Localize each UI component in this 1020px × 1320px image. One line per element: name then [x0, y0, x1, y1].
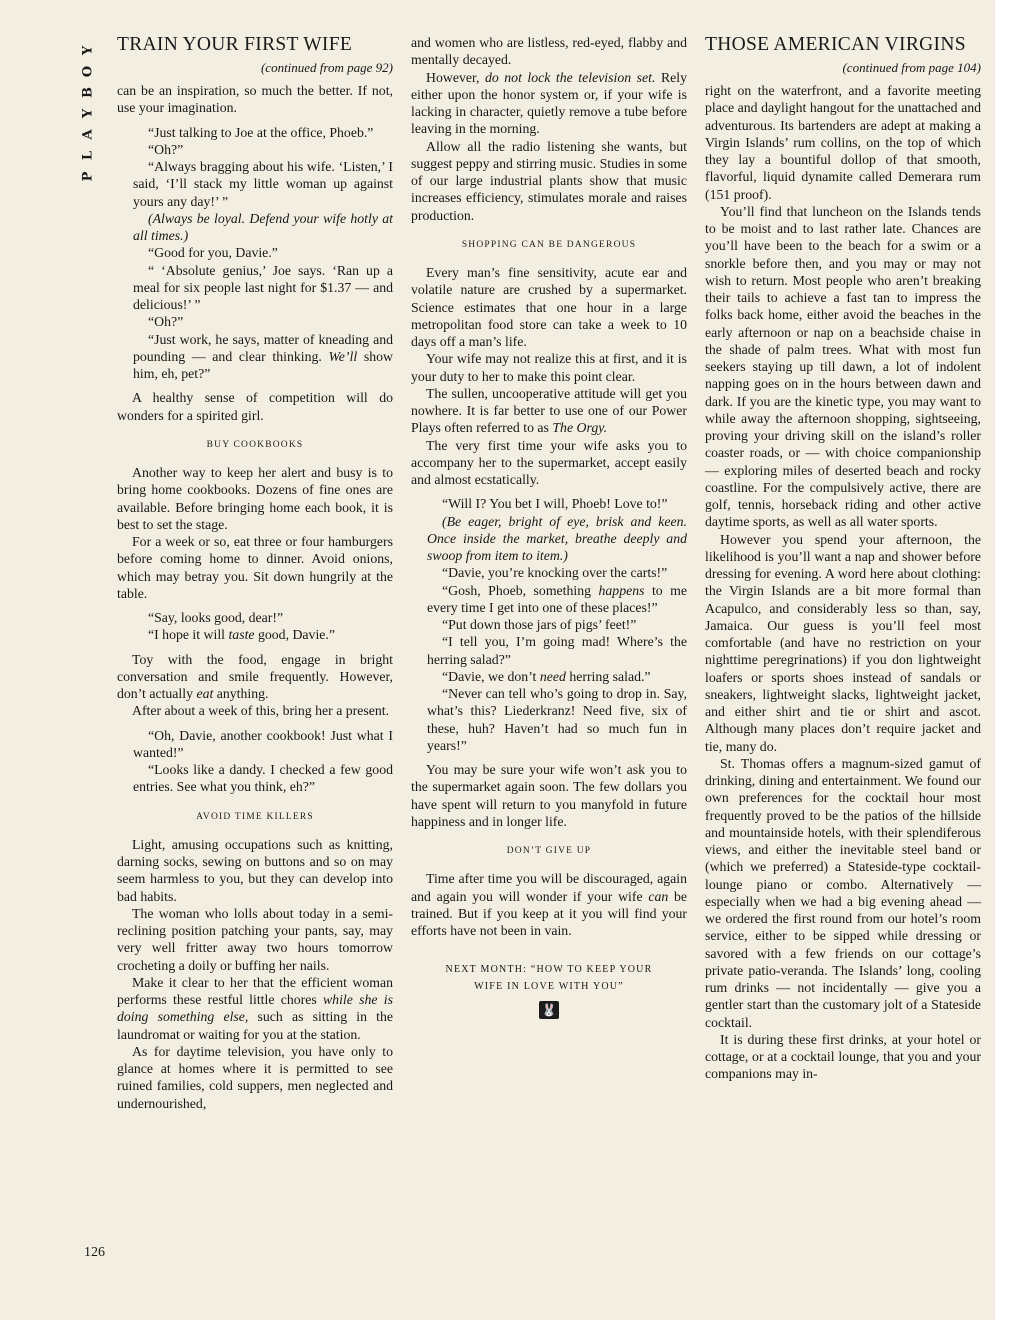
paragraph: The sullen, uncooperative attitude will get you nowhere. It is far better to use one of our Power Plays often referred to as The Orgy. [411, 385, 687, 436]
paragraph: Every man’s fine sensitivity, acute ear and volatile nature are crushed by a supermarket. Science estimates that one hour in a large metropolitan food store can take a week to 10 days off a man’s life. [411, 265, 687, 349]
paragraph: For a week or so, eat three or four hamburgers before coming home to dinner. Avoid onions, which may betray you. Sit down hungrily at the table. [117, 534, 393, 601]
column-2 [411, 34, 687, 1019]
paragraph: Make it clear to her that the efficient woman performs these restful little chores while she is doing something else, such as sitting in the laundromat or waiting for you at the station. [117, 974, 393, 1042]
continued-note: (continued from page 104) [842, 60, 981, 75]
dialogue-line: “Oh?” [148, 314, 184, 330]
masthead-letter: L [80, 150, 96, 161]
italic-aside: (Always be loyal. Defend your wife hotly at all times.) [133, 210, 393, 243]
paragraph: and women who are listless, red-eyed, flabby and mentally decayed. [411, 35, 687, 68]
masthead-letter: Y [80, 108, 96, 119]
paragraph: You’ll find that luncheon on the Islands tends to be moist and to last rather late. Chances are you’ll have been to the beach for a swim or a snorkle before then, and you may or may not wish to return. Most people who aren’t breaking their tails to achieve a fast tan to impress the folks back home, either avoid the beaches in the early afternoon or nap on a beachside chaise in the shade of palm trees. What with most fun seekers staying up till dawn, a lot of indolent napping goes on in the hours between dawn and dark. If you are the kinetic type, you may want to while away the afternoon shopping, sightseeing, proving your driving skill on the island’s roller coaster roads, or — with choice companionship — exploring miles of deserted beach and rocky coastline. For the compulsively active, there are golf, tennis, horseback riding and other active daytime sports, as well as all water sports. [705, 203, 981, 530]
paragraph: However, do not lock the television set. Rely either upon the honor system or, if your wife is lacking in character, quietly remove a tube before leaving in the morning. [411, 69, 688, 137]
paragraph: right on the waterfront, and a favorite meeting place and daylight hangout for the unattached and adventurous. Its bartenders are adept at making a Virgin Islands’ rum collins, on the top of which they lay a bountiful dollop of that smooth, flavorful, liquid dynamite called Demerara rum (151 proof). [705, 83, 981, 202]
subheading: DON’T GIVE UP [506, 846, 592, 856]
paragraph: Time after time you will be discouraged, again and again you will wonder if your wife can be trained. But if you keep at it you will find your efforts have not been in vain. [411, 871, 687, 938]
next-month-teaser: NEXT MONTH: “HOW TO KEEP YOUR WIFE IN LOVE WITH YOU” [445, 964, 653, 993]
column-3 [705, 34, 981, 1083]
dialogue-line [117, 210, 393, 245]
paragraph: Another way to keep her alert and busy is to bring home cookbooks. Dozens of fine ones are available. Before bringing home each book, it is best to set the stage. [117, 465, 393, 532]
article-title: TRAIN YOUR FIRST WIFE [117, 34, 353, 55]
paragraph: After about a week of this, bring her a present. [132, 703, 390, 719]
dialogue-line: “Davie, we don’t need herring salad.” [442, 668, 651, 684]
paragraph: A healthy sense of competition will do wonders for a spirited girl. [117, 390, 393, 423]
dialogue-line: “Good for you, Davie.” [148, 245, 278, 261]
article-title: THOSE AMERICAN VIRGINS [705, 34, 966, 55]
paragraph: can be an inspiration, so much the better. If not, use your imagination. [117, 83, 393, 116]
dialogue-line: “Say, looks good, dear!” [148, 610, 284, 625]
continued-note: (continued from page 92) [260, 60, 393, 75]
masthead-letter: B [80, 87, 96, 98]
paragraph: It is during these first drinks, at your hotel or cottage, or at a cocktail lounge, that you and your companions may in- [705, 1031, 981, 1082]
italic-aside: (Be eager, bright of eye, brisk and keen. Once inside the market, breathe deeply and swoop from item to item.) [427, 513, 687, 563]
masthead-letter: Y [80, 45, 96, 56]
rabbit-logo-icon: 🐰 [539, 1001, 559, 1019]
subheading: SHOPPING CAN BE DANGEROUS [461, 239, 637, 250]
paragraph: The woman who lolls about today in a semi-reclining position patching your pants, say, may very well fritter away two hours tomorrow crocheting a doily or buffing her nails. [117, 905, 393, 973]
dialogue-line: “Gosh, Phoeb, something happens to me every time I get into one of these places!” [427, 582, 687, 615]
dialogue-line: “Put down those jars of pigs’ feet!” [442, 617, 637, 632]
dialogue-line: “Oh, Davie, another cookbook! Just what I wanted!” [133, 727, 393, 760]
dialogue-line: “ ‘Absolute genius,’ Joe says. ‘Ran up a meal for six people last night for $1.37 — and delicious!’ ” [133, 262, 393, 312]
page-number: 126 [84, 1245, 105, 1260]
dialogue-line: “Oh?” [148, 141, 184, 157]
dialogue-line: “Just talking to Joe at the office, Phoeb.” [148, 124, 374, 140]
dialogue-line: “Davie, you’re knocking over the carts!” [442, 565, 668, 581]
paragraph: Your wife may not realize this at first, and it is your duty to her to make this point clear. [411, 351, 687, 384]
subheading: AVOID TIME KILLERS [196, 811, 314, 822]
column-1 [117, 34, 393, 1112]
paragraph: St. Thomas offers a magnum-sized gamut of drinking, dining and entertainment. We found our own preferences for the cocktail hour most frequently proved to be the patios of the hillside and mountainside hotels, with their splendiferous views, and either the inevitable steel band or (which we preferred) a Stateside-type cocktail-lounge piano or combo. Alternatively — especially when we had a big evening ahead — we ordered the first round from our hotel’s room service, either to be sipped while dressing or savored with a few friends on our cottage’s private patio-veranda. The Islands’ long, cooling rum drinks — not incidentally — give you a gentler start than the customary jolt of a Stateside cocktail. [705, 755, 981, 1030]
masthead-letter: P [80, 171, 96, 182]
dialogue-line [411, 513, 687, 565]
dialogue-line: “I hope it will taste good, Davie.” [148, 627, 335, 643]
paragraph: Allow all the radio listening she wants, but suggest peppy and stirring music. Studies in some of our large industrial plants show that music increases efficiency, stimulates morale and raises production. [411, 138, 687, 223]
dialogue-line: “Looks like a dandy. I checked a few good entries. See what you think, eh?” [133, 762, 393, 795]
masthead-letter: O [80, 65, 96, 78]
dialogue-line: “Never can tell who’s going to drop in. Say, what’s this? Liederkranz! Need five, six of these, huh? Haven’t had so much fun in years!” [427, 686, 687, 753]
paragraph: However you spend your afternoon, the likelihood is you’ll want a nap and shower before dressing for evening. A word here about clothing: the Virgin Islands are a bit more formal than Acapulco, and considerably less so than, say, Jamaica. Our guess is you’ll feel most comfortable (and have no restriction on your nighttime peregrinations) if you don lightweight loafers or sports shoes instead of sandals or sneakers, lightweight slacks, lightweight jacket, and either shirt and tie or shirt and ascot. Although many places don’t require jacket and tie, many do. [705, 531, 981, 754]
paragraph: You may be sure your wife won’t ask you to the supermarket again soon. The few dollars you have spent will return to you manyfold in future happiness and in longer life. [411, 762, 687, 829]
paragraph: Toy with the food, engage in bright conversation and smile frequently. However, don’t actually eat anything. [117, 651, 393, 701]
dialogue-line: “Will I? You bet I will, Phoeb! Love to!” [442, 496, 668, 512]
paragraph: The very first time your wife asks you to accompany her to the supermarket, accept easily and almost ecstatically. [411, 437, 687, 487]
dialogue-line: “Just work, he says, matter of kneading and pounding — and clear thinking. We’ll show him, eh, pet?” [133, 331, 393, 381]
dialogue-line: “Always bragging about his wife. ‘Listen,’ I said, ‘I’ll stack my little woman up against yours any day!’ ” [133, 159, 393, 209]
dialogue-line: “I tell you, I’m going mad! Where’s the herring salad?” [427, 634, 687, 667]
paragraph: As for daytime television, you have only to glance at homes where it is permitted to see ruined families, cold suppers, men neglected and undernourished, [117, 1043, 393, 1111]
subheading: BUY COOKBOOKS [206, 439, 304, 450]
masthead-vertical [76, 40, 100, 190]
paragraph: Light, amusing occupations such as knitting, darning socks, sewing on buttons and so on may seem harmless to you, but they can develop into bad habits. [117, 836, 393, 904]
masthead-letter: A [80, 129, 96, 140]
